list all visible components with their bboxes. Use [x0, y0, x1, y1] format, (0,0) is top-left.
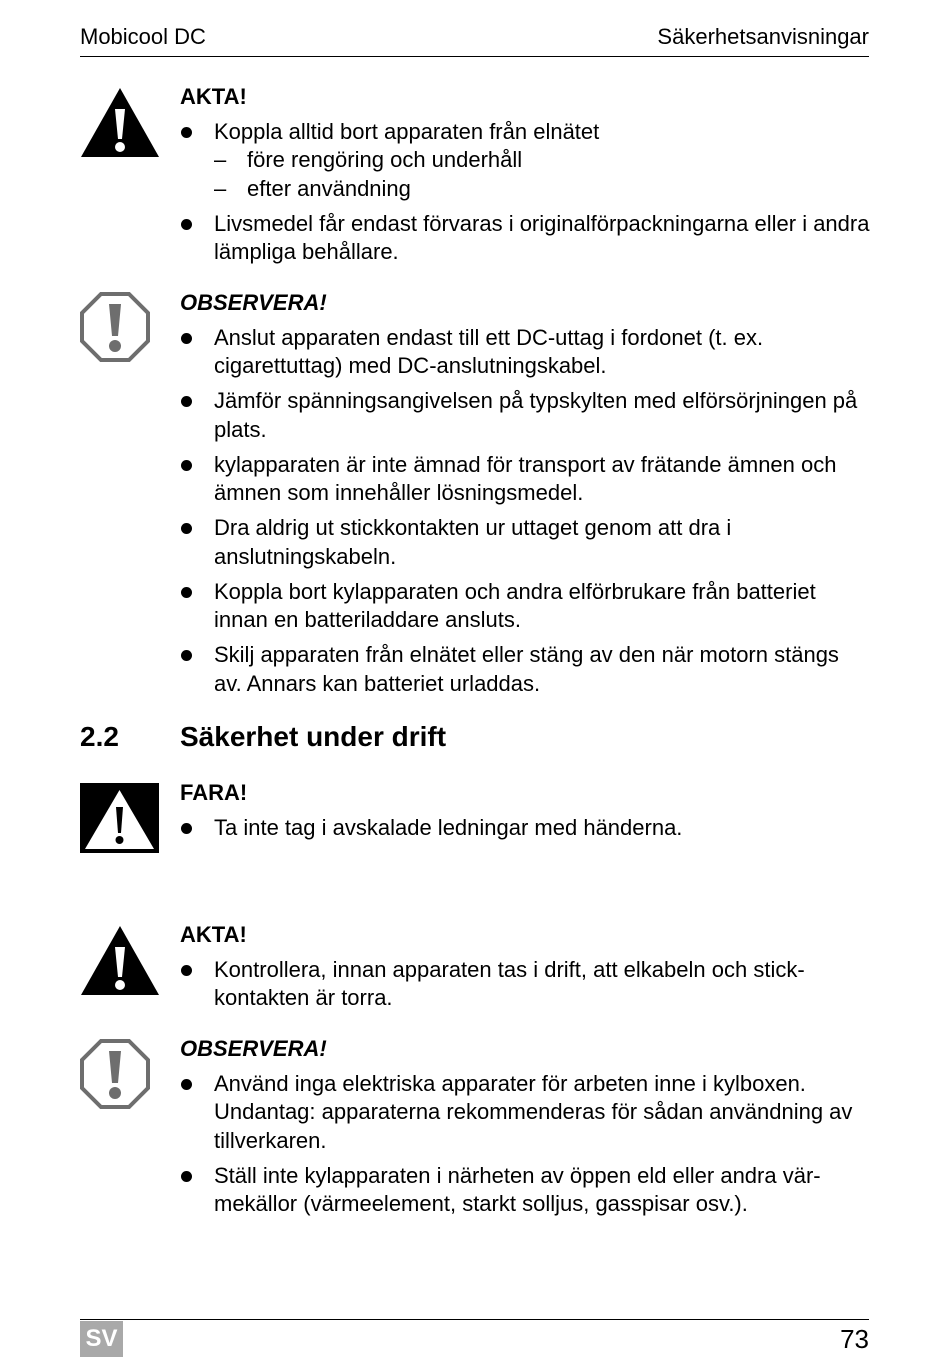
list-item: Kontrollera, innan apparaten tas i drift, att elkabeln och stick-kontakten är torra.	[180, 956, 870, 1013]
header-chapter-title: Säkerhetsanvisningar	[657, 24, 869, 49]
notice-akta-2	[180, 921, 870, 1019]
footer-rule	[80, 1319, 869, 1320]
section-title: Säkerhet under drift	[180, 721, 447, 752]
notice-title: OBSERVERA!	[180, 1036, 327, 1061]
sub-list-item: – efter användning	[214, 175, 411, 201]
list-item: Dra aldrig ut stickkontakten ur uttaget genom att dra i anslutningskabeln.	[180, 514, 870, 571]
danger-framed-triangle-icon	[80, 783, 159, 858]
notice-title: FARA!	[180, 780, 248, 805]
list-item: kylapparaten är inte ämnad för transport av frätande ämnen och ämnen som innehåller lösningsmedel.	[180, 451, 870, 508]
list-item: Koppla bort kylapparaten och andra elförbrukare från batteriet innan en batteriladdare ansluts.	[180, 578, 870, 635]
list-item: Skilj apparaten från elnätet eller stäng av den när motorn stängs av. Annars kan batteriet urladdas.	[180, 641, 870, 698]
list-item	[180, 118, 870, 204]
list-item: Ta inte tag i avskalade ledningar med händerna.	[180, 814, 870, 843]
notice-title: OBSERVERA!	[180, 290, 327, 315]
list-item-text: Koppla alltid bort apparaten från elnätet	[214, 118, 600, 144]
notice-akta-1	[180, 83, 870, 273]
list-item: Livsmedel får endast förvaras i originalförpackningarna eller i andra lämpliga behållare.	[180, 210, 870, 267]
section-number: 2.2	[80, 721, 119, 752]
page-number: 73	[840, 1324, 869, 1354]
list-item: Ställ inte kylapparaten i närheten av öppen eld eller andra vär-mekällor (värmeelement, starkt solljus, gasspisar osv.).	[180, 1162, 870, 1219]
warning-triangle-icon	[80, 925, 160, 1001]
warning-triangle-icon	[80, 87, 160, 163]
sub-list-item: – före rengöring och underhåll	[214, 147, 523, 172]
list-item: Använd inga elektriska apparater för arbeten inne i kylboxen. Undantag: apparaterna rekommenderas för sådan användning av tillverkaren.	[180, 1070, 870, 1156]
exclamation-octagon-icon	[80, 1039, 150, 1114]
header-product-name: Mobicool DC	[80, 24, 206, 49]
language-tab: SV	[80, 1321, 123, 1357]
notice-title: AKTA!	[180, 84, 247, 109]
notice-observera-1	[180, 289, 870, 705]
list-item: Anslut apparaten endast till ett DC-uttag i fordonet (t. ex. cigarettuttag) med DC-anslutningskabel.	[180, 324, 870, 381]
notice-title: AKTA!	[180, 922, 247, 947]
exclamation-octagon-icon	[80, 292, 150, 367]
list-item: Jämför spänningsangivelsen på typskylten med elförsörjningen på plats.	[180, 387, 870, 444]
notice-fara	[180, 779, 870, 849]
header-rule	[80, 56, 869, 57]
notice-observera-2	[180, 1035, 870, 1225]
